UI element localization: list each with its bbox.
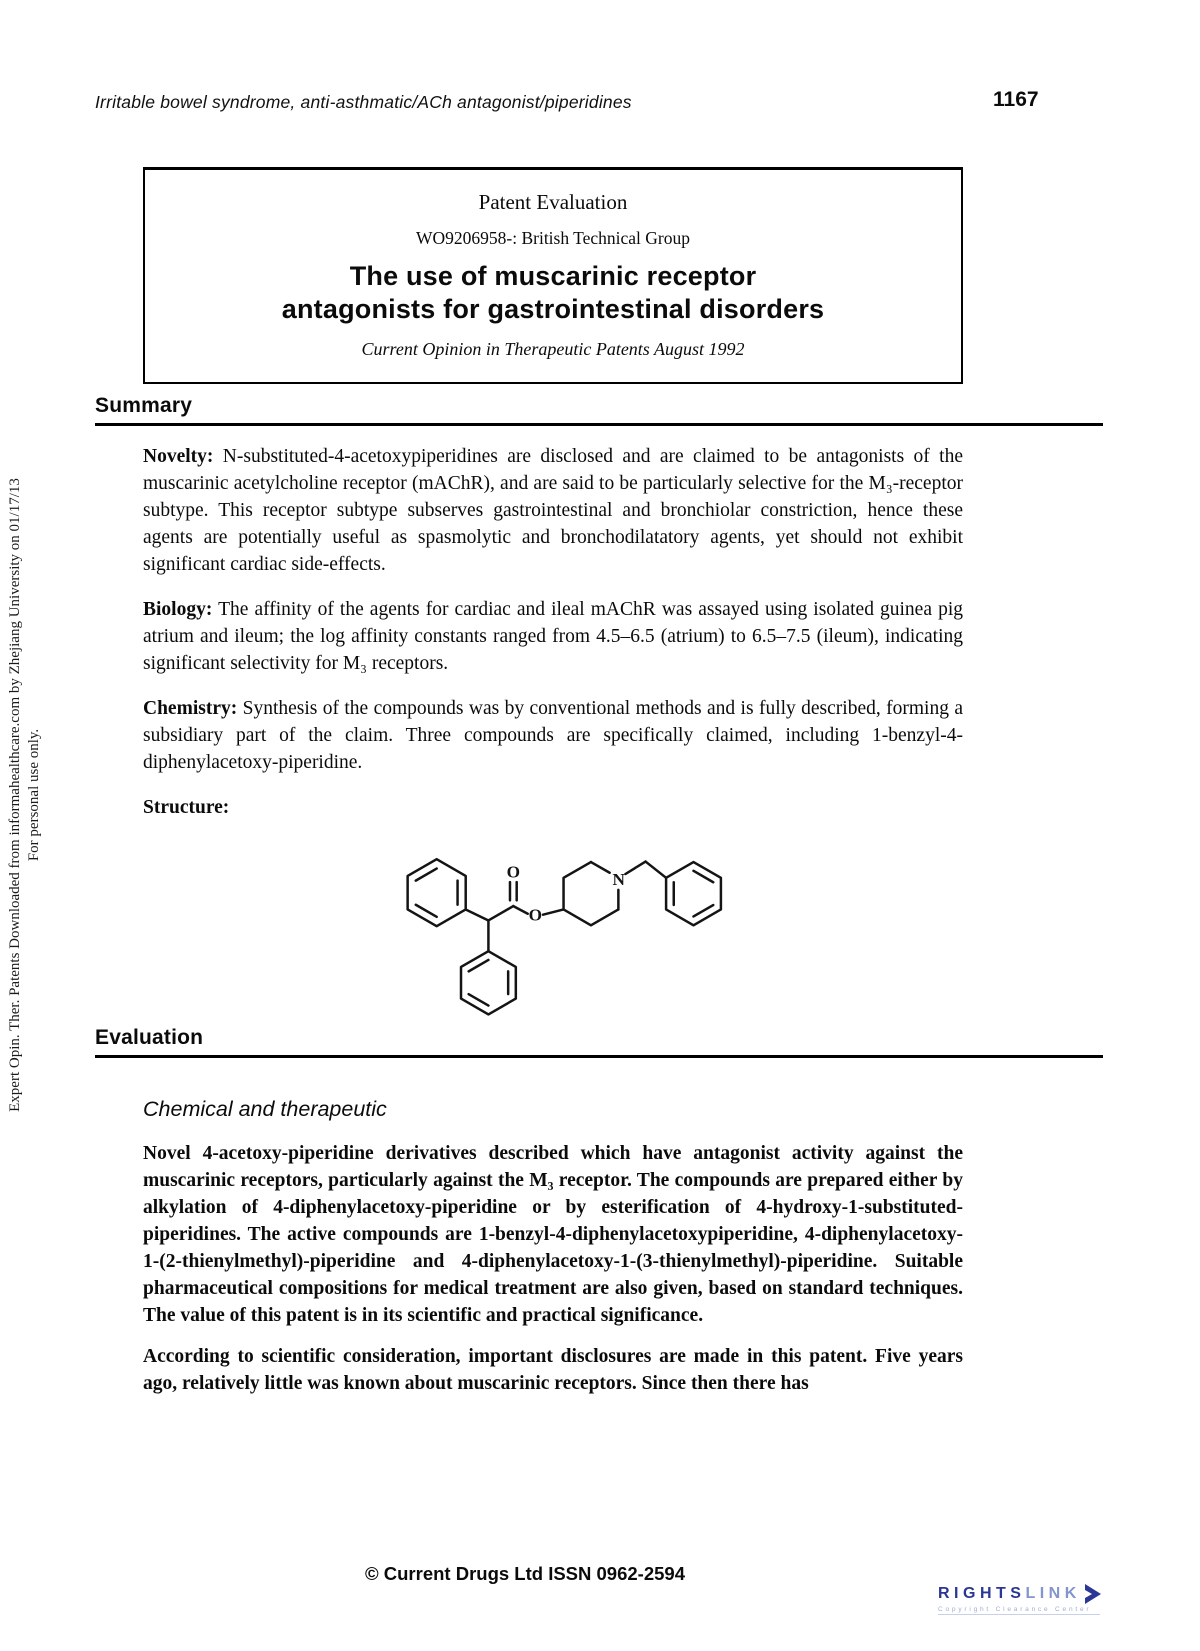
- rightslink-logo[interactable]: [938, 1583, 1148, 1615]
- summary-heading-text: Summary: [95, 394, 193, 417]
- article-title-line1: The use of muscarinic receptor: [349, 261, 757, 291]
- rightslink-rights-text: RIGHTS: [938, 1585, 1026, 1602]
- novelty-text: N-substituted-4-acetoxypiperidines are disclosed and are claimed to be antagonists of the muscarinic acetylcholine receptor (mAChR), and are said to be particularly selective for the M₃-receptor subtype. This receptor subtype subserves gastrointestinal and bronchiolar constriction, hence these agents are potentially useful as spasmolytic and bronchodilatatory agents, yet should not exhibit significant cardiac side-effects.: [143, 446, 963, 575]
- page-number: 1167: [993, 88, 1039, 111]
- download-stamp-line2: For personal use only.: [26, 728, 42, 862]
- journal-source-line: Current Opinion in Therapeutic Patents August 1992: [361, 339, 745, 359]
- copyright-issn-line: © Current Drugs Ltd ISSN 0962-2594: [364, 1563, 685, 1584]
- chemistry-label: Chemistry:: [143, 698, 238, 719]
- running-head: Irritable bowel syndrome, anti-asthmatic/ACh antagonist/piperidines: [95, 92, 632, 112]
- patent-evaluation-kicker: Patent Evaluation: [478, 190, 628, 214]
- novelty-paragraph: [143, 443, 963, 578]
- download-stamp: [6, 478, 44, 1112]
- evaluation-paragraph-2: According to scientific consideration, important disclosures are made in this patent. Five years ago, relatively little was known about muscarinic receptors. Since then there has: [143, 1346, 963, 1394]
- chemical-and-therapeutic-subheading: Chemical and therapeutic: [143, 1097, 387, 1121]
- download-stamp-line1: Expert Opin. Ther. Patents Downloaded from informahealthcare.com by Zhejiang University on 01/17/13: [7, 478, 23, 1112]
- patent-title-box: [143, 167, 963, 384]
- biology-label: Biology:: [143, 599, 213, 620]
- piperidine-nitrogen-label: N: [612, 870, 625, 890]
- chemistry-paragraph: [143, 695, 963, 776]
- article-title-line2: antagonists for gastrointestinal disorders: [281, 294, 825, 324]
- carbonyl-oxygen-label: O: [506, 862, 521, 882]
- rightslink-subtext: Copyright Clearance Center: [938, 1606, 1100, 1615]
- ester-oxygen-label: O: [528, 905, 543, 925]
- patent-number-line: WO9206958-: British Technical Group: [415, 228, 691, 248]
- rightslink-arrow-icon: [1083, 1583, 1103, 1605]
- evaluation-section-heading: [95, 1026, 1103, 1058]
- biology-paragraph: [143, 596, 963, 677]
- article-title: [157, 260, 949, 326]
- biology-text: The affinity of the agents for cardiac and ileal mAChR was assayed using isolated guinea pig atrium and ileum; the log affinity constants ranged from 4.5–6.5 (atrium) to 6.5–7.5 (ileum), indicating significant selectivity for M₃ receptors.: [143, 599, 963, 674]
- structure-label: Structure:: [143, 797, 230, 818]
- evaluation-heading-text: Evaluation: [95, 1026, 204, 1049]
- chemical-structure-drawing: [383, 812, 728, 1028]
- evaluation-paragraph-1: Novel 4-acetoxy-piperidine derivatives described which have antagonist activity against the muscarinic receptors, particularly against the M₃ receptor. The compounds are prepared either by alkylation of 4-diphenylacetoxy-piperidine or by esterification of 4-hydroxy-1-substituted-piperidines. The active compounds are 1-benzyl-4-diphenylacetoxypiperidine, 4-diphenylacetoxy-1-(2-thienylmethyl)-piperidine and 4-diphenylacetoxy-1-(3-thienylmethyl)-piperidine. Suitable pharmaceutical compositions for medical treatment are also given, based on standard techniques. The value of this patent is in its scientific and practical significance.: [143, 1143, 963, 1326]
- chemistry-text: Synthesis of the compounds was by conventional methods and is fully described, forming a subsidiary part of the claim. Three compounds are specifically claimed, including 1-benzyl-4-diphenylacetoxy-piperidine.: [143, 698, 963, 773]
- novelty-label: Novelty:: [143, 446, 214, 467]
- summary-body: [143, 443, 963, 839]
- rightslink-link-text: LINK: [1025, 1585, 1081, 1602]
- summary-section-heading: [95, 394, 1103, 426]
- evaluation-body: [143, 1140, 963, 1411]
